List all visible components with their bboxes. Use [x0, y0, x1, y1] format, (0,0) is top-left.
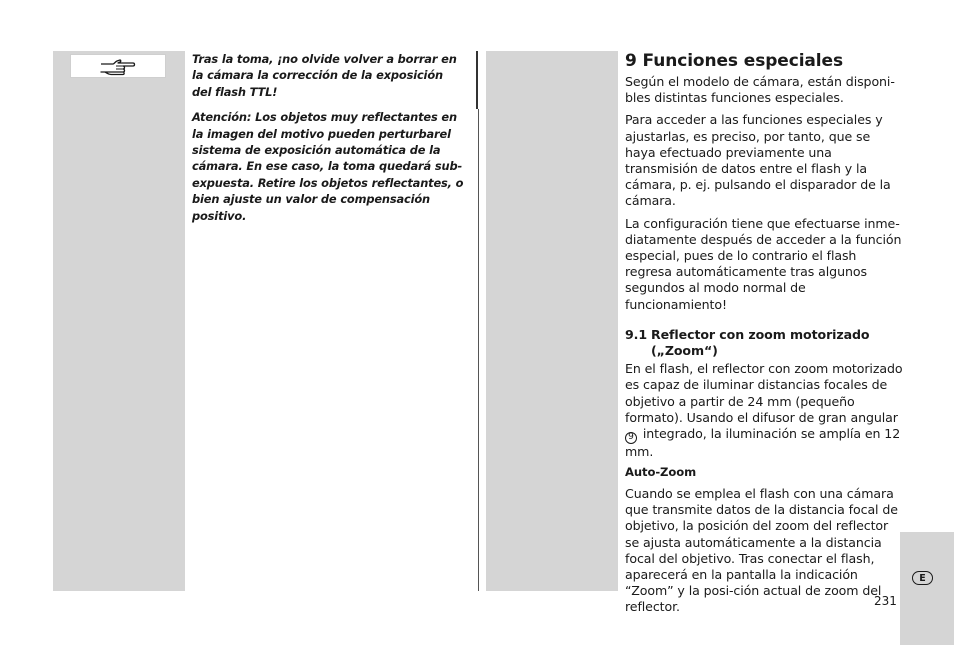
note-warning-2: Atención: Los objetos muy reflectantes en la imagen del motivo pueden perturbarel sistema de exposición automática de la cámara. En ese caso, la toma quedará sub-expuesta. Retire los objetos reflectantes, o bien ajuste un valor de compensación positivo. — [192, 110, 464, 223]
left-margin-column — [53, 51, 185, 591]
center-margin-column — [486, 51, 618, 591]
page-number: 231 — [874, 594, 897, 608]
thumb-tab — [900, 532, 954, 645]
section-paragraph: La configuración tiene que efectuarse inme-diatamente después de acceder a la función especial, pues de lo contrario el flash regresa automáticamente tras algunos segundos al modo normal de funcionamiento! — [625, 215, 902, 312]
pointing-hand-icon — [99, 56, 137, 76]
reference-number-icon: 9 — [625, 432, 637, 444]
subsection-title — [651, 327, 870, 359]
column-divider — [478, 109, 479, 591]
subsection-paragraph: Cuando se emplea el flash con una cámara que transmite datos de la distancia focal de objetivo, la posición del zoom del reflector se ajusta automáticamente a la distancia focal del objetivo. Tras conectar el flash, aparecerá en la pantalla la indicación “Zoom” y la posi-ción actual de zoom del reflector. — [625, 485, 898, 615]
auto-zoom-heading: Auto-Zoom — [625, 464, 697, 479]
section-paragraph: Según el modelo de cámara, están disponi-bles distintas funciones especiales. — [625, 74, 895, 106]
note-warning-1: Tras la toma, ¡no olvide volver a borrar en la cámara la corrección de la exposición del flash TTL! — [192, 52, 457, 99]
section-paragraph: Para acceder a las funciones especiales y ajustarlas, es preciso, por tanto, que se haya efectuado previamente una transmisión de datos entre el flash y la cámara, p. ej. pulsando el disparador de la cámara. — [625, 112, 891, 209]
main-content — [625, 51, 903, 622]
subsection-title-line-2: („Zoom“) — [651, 343, 718, 359]
subsection-paragraph-text: En el flash, el reflector con zoom motorizado es capaz de iluminar distancias focales de objetivo a partir de 24 mm (pequeño formato). Usando el difusor de gran angular — [625, 361, 903, 425]
subsection-heading — [625, 327, 903, 359]
note-icon-box — [70, 54, 166, 78]
warning-notes — [192, 51, 464, 233]
column-divider — [476, 51, 478, 109]
section-title: 9 Funciones especiales — [625, 51, 843, 71]
subsection-title-line-1: Reflector con zoom motorizado — [651, 326, 870, 342]
subsection-paragraph-text-end: integrado, la iluminación se amplía en 12 mm. — [625, 426, 901, 459]
language-badge: E — [912, 571, 933, 585]
subsection-paragraph — [625, 361, 903, 460]
subsection-number: 9.1 — [625, 326, 648, 342]
